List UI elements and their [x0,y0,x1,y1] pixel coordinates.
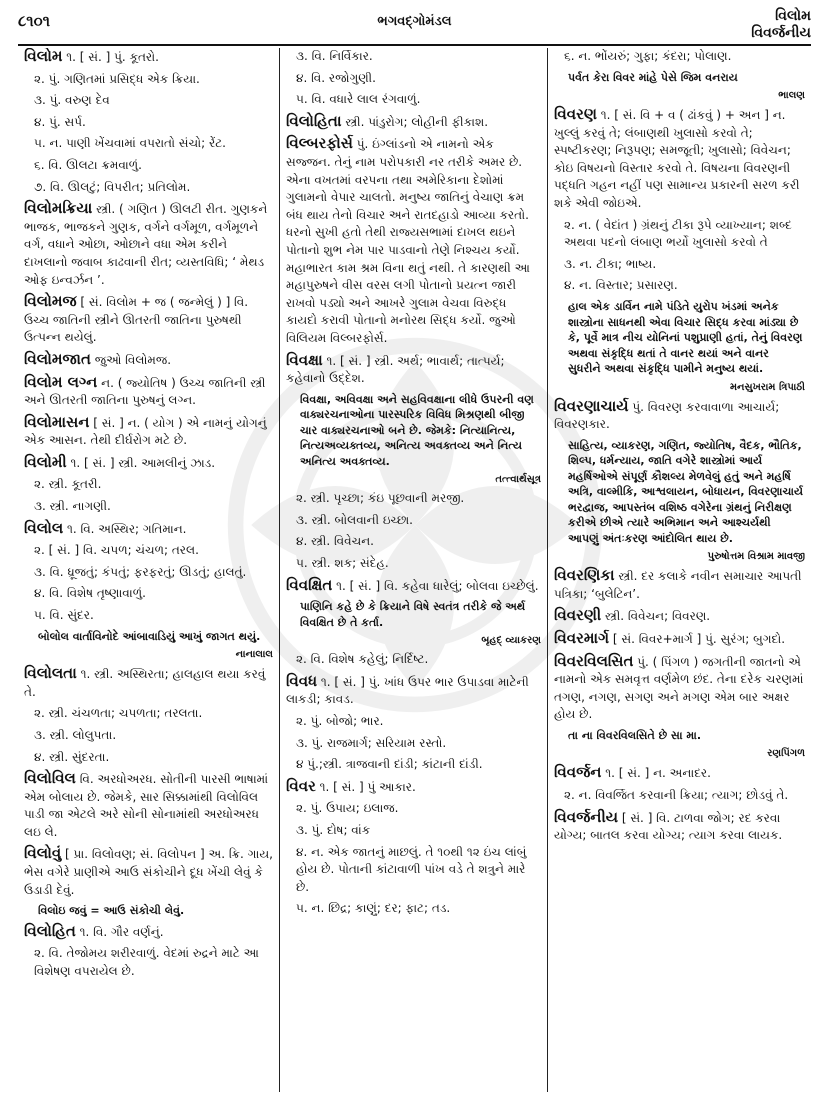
definition-text: બોલોલ વાર્તાવિનોદે આંબાવાડિયું આખું જાગત થયું. [38,629,261,643]
headword: વિલોહિત [24,921,76,940]
headword: વિવર [286,776,316,795]
book-title: ભગવદ્ગોમંડલ [377,14,452,29]
definition-text: ૩. સ્ત્રી. બોલવાની ઇચ્છા. [296,512,413,527]
definition-text: હાલ એક ડાર્વિન નામે પંડિતે યુરોપ ખંડમાં અનેક શાસ્ત્રોના સાધનથી એવા વિચાર સિદ્ધ કરવા માંડ્યા છે કે, પૂર્વે માત્ર નીચ યોનિનાં પશુપ્રાણી હતાં, તેનું વિવરણ અથવા સંકૃદ્ધિ થતાં તે વાનર થયાં અને વાનર સુધરીને અથવા સંકૃદ્ધિ પામીને મનુષ્ય થયાં. [568,300,803,376]
sense [24,476,273,494]
sense [286,713,541,731]
page-header [18,8,811,48]
entry [554,567,805,603]
definition-text: નાનાલાલ [235,649,273,661]
quotation [554,438,805,547]
definition-text: ૪. સ્ત્રી. સુંદરતા. [34,749,110,764]
definition-text: ૧. [ સં. ] સ્ત્રી. અર્થ; ભાવાર્થ; તાત્પર્ય; કહેવાનો ઉદ્દેશ. [286,353,505,386]
page-number: ૮૧૦૧ [18,12,50,30]
definition-text: ૩. સ્ત્રી. લોલુપતા. [34,727,117,742]
definition-text: ૩. ન. ટીકા; ભાષ્ય. [564,256,657,271]
definition-text: ૬. વિ. ઊલટા ક્રમવાળું. [34,157,142,172]
entry [286,113,541,132]
headword: વિવરવિલસિત [554,651,634,670]
sense [24,135,273,153]
definition-text: ૩. વિ. નિર્વિકાર. [296,49,373,63]
definition-text: ૨. વિ. વિશેષ કહેલું; નિર્દિષ્ટ. [296,652,429,667]
definition-text: ૧. [ સં. વિ + વ ( ઢાંકવું ) + અન ] ન. ખુલ્લું કરવું તે; લંબાણથી ખુલાસો કરવો તે; સ્પષ્ટીકરણ; નિરૂપણ; સમજૂતી; ખુલાસો; વિવેચન; કોઇ વિષયનો વિસ્તાર કરવો તે. વિષયના વિવરણની પદ્ધતિ ગહન નહીં પણ સામાન્ય પ્રકારની સરળ કરી શકે એવી જોઇએ. [554,108,800,211]
sense [24,607,273,625]
headword: વિવરણ [554,105,597,124]
entry [286,135,541,347]
sense [286,91,541,109]
sense [286,735,541,753]
definition-text: [ સં. ] વિ. ટાળવા જોગ; રદ કરવા યોગ્ય; બાતલ કરવા યોગ્ય; ત્યાગ કરવા લાયક. [554,810,783,843]
sense [554,48,805,66]
entry [24,374,273,410]
headword: વિલોલ [24,518,64,537]
headword: વિવધ [286,671,318,690]
definition-text: ન. ( જ્યોતિષ ) ઉચ્ચ જાતિની સ્ત્રી અને ઊતરતી જાતિના પુરુષનું લગ્ન. [24,375,266,408]
definition-text: રણપિંગળ [767,748,805,760]
definition-text: ભાલણ [778,90,805,102]
definition-text: ૨. [ સં. ] વિ. ચપળ; ચંચળ; તરલ. [34,543,199,558]
entry [24,845,273,899]
definition-text: ૬. ન. ભોંયરું; ગુફા; કંદરા; પોલાણ. [564,49,732,63]
definition-text: ૪. ન. વિસ્તાર; પ્રસારણ. [564,278,678,293]
definition-text: ૪. સ્ત્રી. વિવેચન. [296,534,374,549]
headword: વિલ્બરફોર્સ [286,134,353,153]
definition-text: ૨. વિ. તેજોમય શરીરવાળું. વેદમાં રુદ્રને માટે આ વિશેષણ વપરાયેલ છે. [34,946,259,978]
sense [24,71,273,89]
definition-text: ૧. સ્ત્રી. અસ્થિરતા; હાલહાલ થયા કરવું તે. [24,667,266,699]
sense [24,157,273,175]
definition-text: ૨. ન. ( વેદાંત ) ગ્રંથનું ટીકા રૂપે વ્યાખ્યાન; શબ્દ અથવા પદનો લંબાણ ભર્યો ખુલાસો કરવો તે [564,217,792,250]
definition-text: ૩. પું. દોષ; વાંક [296,822,371,837]
definition-text: ૧. [ સં. ] ન. અનાદર. [601,766,711,781]
sense [286,555,541,573]
definition-text: ૧. [ સં. ] સ્ત્રી. આમલીનું ઝાડ. [66,455,216,470]
column-1 [18,48,280,1092]
guide-word-last: વિવર્જનીય [751,25,811,41]
entry [554,630,805,649]
definition-text: વિ. અરધોઅરધ. સોતીની પારસી ભાષામાં એમ બોલાય છે. જેમકે, સાર સિક્કામાંથી વિલોવિલ પાડી જા એટલે અરે સોની સોનામાંથી અરધોઅરધ લઇ લે. [24,772,269,839]
sense [286,822,541,840]
headword: વિલોમજાત [24,349,91,368]
headword: વિલોવું [24,844,62,863]
sense [24,705,273,723]
definition-text: ૨. પું. ઉપાય; ઇલાજ. [296,801,399,816]
quotation [24,629,273,645]
sense [24,749,273,767]
entry [24,770,273,841]
definition-text: ૭. વિ. ઊલટું; વિપરીત; પ્રતિલોમ. [34,179,191,194]
quotation [24,903,273,919]
quotation [286,392,541,470]
definition-text: ૧. વિ. અસ્થિર; ગતિમાન. [63,521,187,536]
definition-text: ૧. [ સં. ] વિ. કહેવા ધારેલું; બોલવા ઇચ્છેલું. [332,578,539,593]
entry [554,809,805,845]
definition-text: [ સં. વિવર+માર્ગ ] પું. સુરંગ; બુગદો. [609,632,786,646]
headword: વિલોમ [24,48,63,65]
sense [286,490,541,508]
column-2 [280,48,548,1092]
sense [24,585,273,603]
entry [554,398,805,434]
quotation [286,599,541,630]
guide-word-first: વિલોમ [775,8,811,24]
sense [24,114,273,132]
definition-text: પું. ઇંગ્લાંડનો એ નામનો એક સજ્જન. તેનું નામ પરોપકારી નર તરીકે અમર છે. એના વખતમાં વરપના તથા અમેરિકાના દેશોમાં ગુલામનો વેપાર ચાલતો. મનુષ્ય જાતિનું વેચાણ ક્રમ બંધ થાય તેનો વિચાર અને રાતદહાડો આવ્યા કરતો. ધરનો સુખી હતો તેથી રાજ્યસભામાં દાખલ થઇને પોતાનો શુભ નેમ પાર પાડવાનો તેણે નિશ્ચય કર્યો. મહાભારત કામ શ્રમ વિના થતું નથી. તે કારણથી આ મહાપુરુષને વીસ વરસ લગી પોતાનો પ્રયત્ન જારી રાખવો પડ્યો અને આખરે ગુલામ વેચવા વિરુદ્ધ કાયદો કરાવી પોતાનો મનોરથ સિદ્ધ કર્યો. જુઓ વિલિયમ વિલ્બરફોર્સ. [286,137,530,345]
sense [554,277,805,295]
citation [554,89,805,103]
definition-text: ૫. વિ. સુંદર. [34,608,94,623]
entry [554,653,805,724]
definition-text: ૨. સ્ત્રી. ચંચળતા; ચપળતા; તરલતા. [34,706,203,721]
definition-text: ૨. સ્ત્રી. પૃચ્છા; કંઇ પૂછવાની મરજી. [296,491,465,506]
definition-text: તત્ત્વાર્થસૂત્ર [495,474,541,486]
citation [286,634,541,648]
definition-text: ૩. વિ. ધ્રૂજતું; કંપતું; ફરફરતું; ઊડતું; હાલતું. [34,564,247,579]
entry [286,778,541,797]
citation [554,550,805,564]
entry [24,200,273,289]
citation [554,381,805,395]
definition-text: ૫. વિ. વધારે લાલ રંગવાળું. [296,92,421,107]
definition-text: ૪. ન. એક જાતનું માછલું. તે ૧૦થી ૧૨ ઇંચ લાંબું હોય છે. પોતાની કાંટાવાળી પાંખ વડે તે શત્રુને મારે છે. [296,844,527,894]
guide-words [751,8,811,42]
quotation [554,728,805,744]
definition-text: ૫. સ્ત્રી. શક; સંદેહ. [296,555,389,570]
definition-text: પું. વિવરણ કરવાવાળા આચાર્ય; વિવરણકાર. [554,399,780,432]
headword: વિવરણી [554,606,602,625]
definition-text: વિવક્ષા, અવિવક્ષા અને સહવિવક્ષાના લીધે ઉપરની વણ વાક્યરચનાઓના પારસ્પરિક વિવિધ મિશ્રણથી બીજી ચાર વાક્યરચનાઓ બને છે. જેમકે: નિત્યાનિત્ય, નિત્યઅવ્યક્તવ્ય, અનિત્ય અવક્તવ્ય અને નિત્ય અનિત્ય અવક્તવ્ય. [300,392,534,468]
definition-text: ૨. સ્ત્રી. કૂતરી. [34,477,102,492]
definition-text: બૃહદ્ વ્યાકરણ [481,635,541,647]
headword: વિલોલતા [24,664,77,683]
definition-text: ૪. પું. સર્પ. [34,114,86,129]
entry [286,352,541,388]
sense [24,564,273,582]
definition-text: ૪ પું.;સ્ત્રી. ત્રાજવાની દાંડી; કાંટાની દાંડી. [296,757,483,772]
sense [286,48,541,66]
headword: વિલોમજ [24,292,77,311]
headword: વિવર્જન [554,763,602,782]
headword: વિલોમી [24,452,67,471]
sense [286,756,541,774]
sense [554,217,805,252]
entry [554,607,805,626]
headword: વિલોહિતા [286,111,342,130]
headword: વિવક્ષા [286,350,323,369]
entry [286,673,541,709]
header-rule [18,44,811,46]
definition-text: ૧. [ સં. ] પું. ખાંધ ઉપર ભાર ઉપાડવા માટેની લાકડી; કાવડ. [286,674,529,707]
citation [286,473,541,487]
sense [286,900,541,918]
sense [24,179,273,197]
column-3 [548,48,811,1092]
definition-text: સ્ત્રી. ( ગણિત ) ઊલટી રીત. ગુણકને ભાજક, ભાજકને ગુણક, વર્ગને વર્ગમૂળ, વર્ગમૂળને વર્ગ, વધાને ઓછા, ઓછાને વધા એમ કરીને દાખલાનો જવાબ કાઢવાની રીત; વ્યસ્તવિધિ; ‘ મેથડ ઓફ ઇન્વર્ઝન ’. [24,202,268,287]
dictionary-columns [18,48,811,1092]
definition-text: ૧. [ સં. ] પું આકાર. [315,779,416,794]
sense [286,533,541,551]
entry [24,454,273,473]
headword: વિવરણાચાર્ય [554,396,629,415]
definition-text: ૩. પું. વરુણ દેવ [34,93,110,108]
headword: વિલોમાસન [24,412,90,431]
entry [24,48,273,67]
definition-text: [ પ્રા. વિલોવણ; સં. વિલોપન ] અ. ક્રિ. ગાય, ભેસ વગેરે પ્રાણીએ આઉ સંકોચીને દૂધ ખેંચી લેવું કે ઉડાડી દેવું. [24,847,273,897]
definition-text: પર્વત કેરા વિવર માંહે પેસે જિમ વનરાય [568,70,738,84]
headword: વિવરણિકા [554,566,615,585]
definition-text: ૫. ન. છિદ્ર; કાણું; દર; ફાટ; તડ. [296,901,451,916]
definition-text: જુઓ વિલોમજ. [90,352,172,367]
definition-text: ૨. પું. બોજો; ભાર. [296,713,384,728]
definition-text: પાણિનિ કહે છે કે ક્રિયાને વિષે સ્વતંત્ર તરીકે જે અર્થ વિવક્ષિત છે તે કર્તા. [300,600,526,629]
definition-text: ૩. પું. રાજમાર્ગ; સરિયામ રસ્તો. [296,735,447,750]
headword: વિવર્જનીય [554,807,619,826]
sense [554,787,805,805]
definition-text: ૩. સ્ત્રી. નાગણી. [34,499,111,514]
definition-text: સ્ત્રી. દર કલાકે નવીન સમાચાર આપતી પત્રિકા; ‘બુલેટિન’. [554,569,802,601]
entry [24,665,273,701]
definition-text: ૪. વિ. રજોગુણી. [296,70,376,85]
entry [24,414,273,450]
definition-text: પું. ( પિંગળ ) જગતીની જાતનો એ નામનો એક સમવૃત્ત વર્ણમેળ છંદ. તેના દરેક ચરણમાં તગણ, નગણ, સગણ અને મગણ એમ બાર અક્ષર હોય છે. [554,654,804,722]
quotation [554,70,805,86]
definition-text: ૪. વિ. વિશેષ તૃષ્ણાવાળું. [34,586,146,601]
sense [286,512,541,530]
citation [554,747,805,761]
definition-text: ૧. વિ. ગૌર વર્ણનું. [75,924,164,939]
definition-text: [ સં. વિલોમ + જ ( જન્મેલું ) ] વિ. ઉચ્ચ જાતિની સ્ત્રીને ઊતરતી જાતિના પુરુષથી ઉત્પન્ન થયેલું. [24,295,249,345]
headword: વિલોમક્રિયા [24,199,93,218]
headword: વિવક્ષિત [286,575,333,594]
sense [286,800,541,818]
headword: વિલોમ લગ્ન [24,372,98,391]
sense [286,651,541,669]
citation [24,648,273,662]
entry [24,293,273,347]
entry [554,106,805,213]
sense [24,498,273,516]
definition-text: ૫. ન. પાણી ખેંચવામાં વપરાતો સંચો; રેંટ. [34,136,226,151]
sense [286,70,541,88]
sense [286,844,541,897]
definition-text: સાહિત્ય, વ્યાકરણ, ગણિત, જ્યોતિષ, વૈદક, ભૌતિક, શિલ્પ, ધર્મન્યાય, જાતિ વગેરે શાસ્ત્રોમાં આર્ય મહર્ષિઓએ સંપૂર્ણ કૌશલ્ય મેળવેલું હતું અને મહર્ષિ અત્રિ, વાલ્મીકિ, આશ્વલાયન, બોધાયન, વિવરણાચાર્ય ભરદ્વાજ, આપસ્તંબ વશિષ્ઠ વગેરેના ગ્રંથનું નિરીક્ષણ કરીએ છીએ ત્યારે અભિમાન અને આશ્ચર્યથી આપણું અંતઃકરણ આંદોલિત થાય છે. [568,438,804,545]
entry [24,923,273,942]
sense [554,256,805,274]
entry [554,764,805,783]
definition-text: ૨. પું. ગણિતમાં પ્રસિદ્ધ એક ક્રિયા. [34,71,200,86]
entry [286,577,541,596]
sense [24,727,273,745]
definition-text: ૨. ન. વિવર્જિત કરવાની ક્રિયા; ત્યાગ; છોડવું તે. [564,788,789,803]
entry [24,520,273,539]
sense [24,945,273,980]
definition-text: પુરુષોત્તમ વિશ્રામ માવજી [707,551,805,563]
headword: વિલોવિલ [24,769,76,788]
definition-text: સ્ત્રી. વિવેચન; વિવરણ. [601,609,711,624]
quotation [554,299,805,377]
sense [24,92,273,110]
definition-text: સ્ત્રી. પાંડુરોગ; લોહીની ફીકાશ. [341,114,489,129]
sense [24,542,273,560]
definition-text: ૧. [ સં. ] પું. કૂતરો. [62,50,159,64]
headword: વિવરમાર્ગ [554,629,610,647]
definition-text: તા ના વિવરવિલસિતે છે સા મા. [568,728,701,742]
definition-text: વિલોઇ જવું = આઉ સંકોચી લેવું. [38,904,185,918]
definition-text: મનસુખરામ ત્રિપાઠી [729,381,805,393]
definition-text: [ સં. ] ન. ( યોગ ) એ નામનું યોગનું એક આસન. તેથી દીર્ઘરોગ મટે છે. [24,415,267,448]
entry [24,351,273,370]
